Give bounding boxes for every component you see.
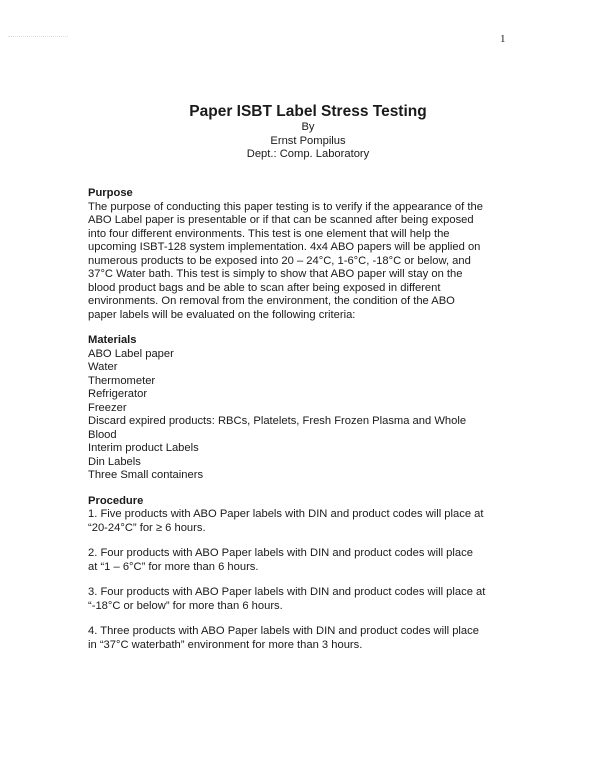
list-item: Water [88, 361, 118, 373]
purpose-line: into four different environments. This test is one element that will help the [88, 227, 450, 240]
purpose-line: ABO Label paper is presentable or if that can be scanned after being exposed [88, 214, 474, 226]
procedure-step-line: at “1 – 6°C” for more than 6 hours. [88, 560, 259, 573]
purpose-paragraph [88, 201, 528, 323]
procedure-step-line: 1. Five products with ABO Paper labels with DIN and product codes will place at [88, 508, 484, 520]
procedure-step-line: 2. Four products with ABO Paper labels with DIN and product codes will place [88, 547, 473, 559]
list-item: Freezer [88, 401, 127, 414]
procedure-step-line: 4. Three products with ABO Paper labels with DIN and product codes will place [88, 625, 479, 637]
procedure-step [88, 625, 528, 652]
materials-list [88, 348, 528, 483]
author-name: Ernst Pompilus [270, 134, 346, 147]
purpose-line: The purpose of conducting this paper testing is to verify if the appearance of the [88, 200, 483, 213]
purpose-line: upcoming ISBT-128 system implementation. 4x4 ABO papers will be applied on [88, 241, 481, 253]
list-item: Thermometer [88, 374, 156, 387]
list-item: Din Labels [88, 455, 141, 468]
materials-heading: Materials [88, 334, 137, 346]
page-number: 1 [500, 33, 506, 45]
list-item: Refrigerator [88, 388, 148, 400]
list-item: Blood [88, 428, 117, 441]
procedure-step [88, 586, 528, 613]
byline: By [301, 121, 315, 133]
document-body [88, 187, 528, 652]
scan-artifact [8, 36, 68, 39]
title-block [0, 102, 600, 162]
purpose-line: environments. On removal from the environment, the condition of the ABO [88, 295, 455, 307]
procedure-heading: Procedure [88, 494, 144, 507]
procedure-step-line: “-18°C or below” for more than 6 hours. [88, 599, 283, 612]
purpose-line: 37°C Water bath. This test is simply to show that ABO paper will stay on the [88, 268, 463, 280]
list-item: Interim product Labels [88, 442, 199, 454]
list-item: Three Small containers [88, 469, 204, 481]
department: Dept.: Comp. Laboratory [246, 148, 370, 160]
list-item: ABO Label paper [88, 347, 174, 360]
purpose-line: numerous products to be exposed into 20 – 24°C, 1-6°C, -18°C or below, and [88, 254, 471, 267]
procedure-step [88, 508, 528, 535]
procedure-list [88, 508, 528, 652]
document-title: Paper ISBT Label Stress Testing [189, 103, 427, 120]
list-item: Discard expired products: RBCs, Platelets, Fresh Frozen Plasma and Whole [88, 415, 467, 427]
procedure-step-line: in “37°C waterbath” environment for more than 3 hours. [88, 638, 363, 651]
procedure-step-line: 3. Four products with ABO Paper labels with DIN and product codes will place at [88, 586, 486, 598]
procedure-step [88, 547, 528, 574]
purpose-heading: Purpose [88, 187, 133, 199]
purpose-line: blood product bags and be able to scan after being exposed in different [88, 281, 441, 294]
purpose-line: paper labels will be evaluated on the following criteria: [88, 308, 356, 321]
procedure-step-line: “20-24°C” for ≥ 6 hours. [88, 521, 206, 534]
